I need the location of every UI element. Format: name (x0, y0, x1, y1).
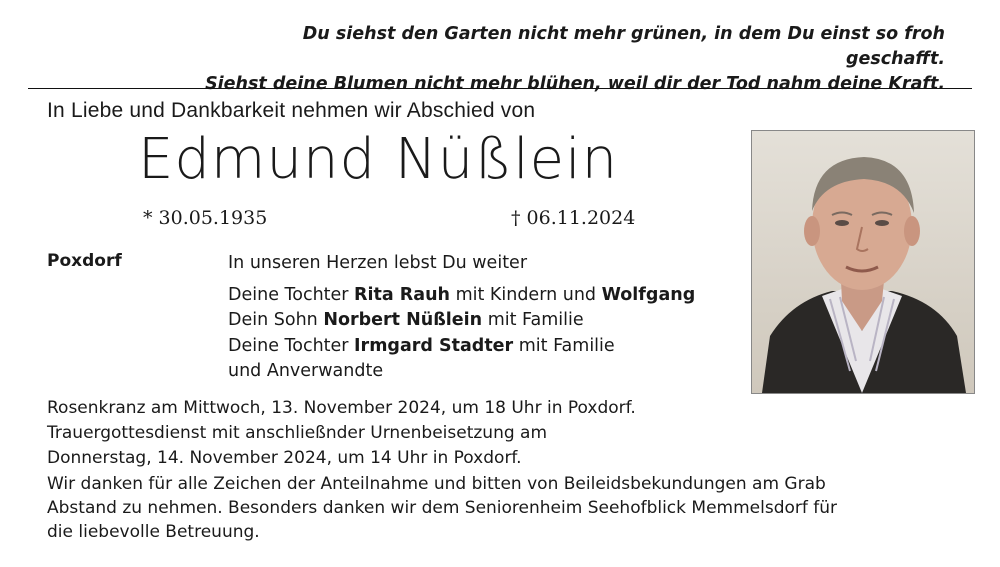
thanks-text (47, 472, 967, 544)
family-text: mit Familie (482, 310, 584, 330)
family-line (228, 334, 695, 360)
family-text: Deine Tochter (228, 284, 355, 305)
family-member-name: Wolfgang (601, 284, 696, 305)
service-info (47, 396, 947, 471)
divider (28, 88, 972, 89)
thanks-line: Abstand zu nehmen. Besonders danken wir dem Seniorenheim Seehofblick Memmelsdorf für (47, 498, 838, 518)
birth-date: * 30.05.1935 (143, 207, 268, 229)
family-motto: In unseren Herzen lebst Du weiter (228, 253, 528, 273)
family-line: und Anverwandte (228, 361, 384, 381)
family-line (228, 308, 695, 334)
family-member-name: Irmgard Stadter (354, 335, 514, 356)
family-member-name: Norbert Nüßlein (323, 310, 483, 330)
portrait-illustration (752, 131, 974, 393)
poem-line: Du siehst den Garten nicht mehr grünen, in dem Du einst so froh geschafft. (302, 24, 945, 69)
poem-line: Siehst deine Blumen nicht mehr blühen, weil dir der Tod nahm deine Kraft. (205, 74, 945, 94)
family-text: Deine Tochter (228, 335, 355, 356)
rosary-info: Rosenkranz am Mittwoch, 13. November 2024, um 18 Uhr in Poxdorf. (47, 398, 636, 418)
deceased-name: Edmund Nüßlein (138, 127, 619, 192)
portrait-photo (751, 130, 975, 394)
family-list (228, 251, 695, 385)
thanks-line: Wir danken für alle Zeichen der Anteilnahme und bitten von Beileidsbekundungen am Grab (47, 474, 826, 494)
thanks-line: die liebevolle Betreuung. (47, 522, 260, 542)
hometown: Poxdorf (47, 251, 122, 271)
death-date: † 06.11.2024 (511, 207, 636, 229)
family-member-name: Rita Rauh (354, 284, 450, 305)
family-line (228, 283, 695, 309)
intro-text: In Liebe und Dankbarkeit nehmen wir Abschied von (47, 99, 536, 122)
family-text: mit Familie (513, 335, 615, 356)
family-text: Dein Sohn (228, 310, 324, 330)
memorial-poem (200, 22, 945, 97)
funeral-info: Trauergottesdienst mit anschließnder Urnenbeisetzung am (47, 423, 548, 443)
family-text: mit Kindern und (450, 284, 602, 305)
funeral-date: Donnerstag, 14. November 2024, um 14 Uhr in Poxdorf. (47, 448, 522, 468)
